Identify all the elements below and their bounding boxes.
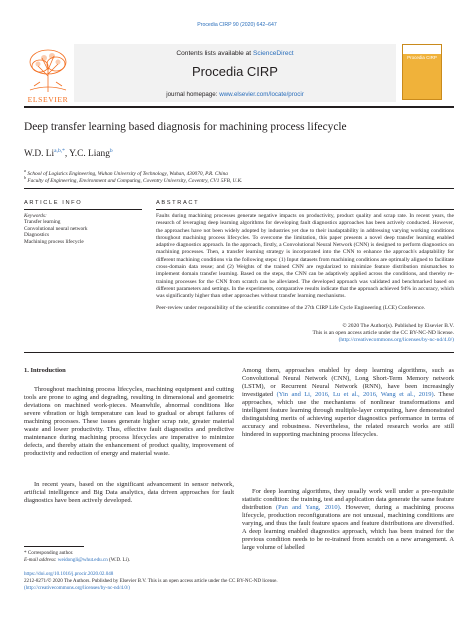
author-name: Y.C. Liang	[69, 149, 110, 160]
issn-license-line: 2212-8271/© 2020 The Authors. Published by Elsevier B.V. This is an open access article under the CC BY-NC-ND license.	[24, 578, 278, 584]
journal-homepage-link[interactable]: www.elsevier.com/locate/procir	[219, 91, 304, 98]
elsevier-wordmark: ELSEVIER	[27, 95, 69, 104]
intro-left-paragraph-2: In recent years, based on the significant advancement in sensor network, artificial intelligence and Big Data analytics, data driven approaches for fault diagnostics have been actively developed.	[24, 481, 234, 504]
abstract-paragraph: Faults during machining processes generate negative impacts on productivity, product quality and scrap rate. In recent years, the research of leveraging deep learning algorithms for developing fault diagnostics approaches has been actively conducted. However, the approaches have not been widely adopted by industries yet due to their inadaptability in addressing varying working conditions throughout machining process lifecycles. To overcome the limitation, this paper presents a novel deep transfer learning enabled adaptive diagnostics approach. In the approach, firstly, a Convolutional Neural Network (CNN) is designed to perform diagnostics on machining processes. Then, a transfer learning strategy is incorporated into the CNN to enhance the approach's adaptability for different machining conditions via the following steps: (1) Input datasets from machining conditions are optimally aligned to facilitate cross-domain data reuse; and (2) Weights of the trained CNN are regularized to minimize feature distribution mismatches to implement domain transfer learning. Based on the steps, the CNN can be adaptively applied across the conditions, and thereby re-training processes for the CNN from scratch can be alleviated. The developed approach was validated and benchmarked based on different parameters and settings. In the experiments, comparative results indicate that the approach achieved 94% in accuracy, which was significantly higher than other approaches without transfer learning mechanisms.	[156, 213, 454, 300]
copyright-line: © 2020 The Author(s). Published by Elsevier B.V.	[342, 323, 454, 329]
journal-homepage-line	[74, 91, 396, 98]
article-info-rule	[24, 209, 142, 210]
footer-license-link[interactable]: (http://creativecommons.org/licenses/by-nc-nd/4.0/)	[24, 585, 130, 591]
footer-license-url-line	[24, 585, 454, 591]
cover-top-strip	[403, 45, 441, 54]
sciencedirect-link[interactable]: ScienceDirect	[252, 50, 294, 57]
homepage-prefix: journal homepage:	[166, 91, 220, 98]
email-label: E-mail address:	[24, 557, 58, 563]
doi-link[interactable]: https://doi.org/10.1016/j.procir.2020.02.048	[24, 571, 114, 577]
abstract-end-rule	[24, 352, 454, 353]
article-title: Deep transfer learning based diagnosis for machining process lifecycle	[24, 121, 347, 133]
affiliation-a: $^a$ School of Logistics Engineering, Wuhan University of Technology, Wuhan, 430070, P.R. China	[24, 168, 228, 177]
contents-available-line	[74, 50, 396, 57]
journal-name: Procedia CIRP	[192, 64, 278, 79]
journal-citation-link[interactable]: Procedia CIRP 90 (2020) 642–647	[197, 22, 277, 28]
contents-prefix: Contents lists available at	[176, 50, 253, 57]
peer-review-statement: Peer-review under responsibility of the scientific committee of the 27th CIRP Life Cycle Engineering (LCE) Conference.	[156, 305, 426, 311]
title-block-rule	[24, 188, 454, 189]
affiliation-b: $^b$ Faculty of Engineering, Environment and Computing, Coventry University, Coventry, CV1 5FB, U.K.	[24, 175, 243, 184]
keyword: Convolutional neural network	[24, 225, 88, 232]
abstract-heading: ABSTRACT	[156, 200, 200, 206]
license-url-line	[156, 337, 454, 344]
citation-link[interactable]: (Pan and Yang, 2010)	[276, 503, 340, 511]
abstract-rule	[156, 209, 454, 210]
keyword: Machining process lifecycle	[24, 238, 84, 245]
section-heading-introduction: 1. Introduction	[24, 367, 66, 374]
corresponding-author-note: * Corresponding author.	[24, 550, 74, 556]
author-list: W.D. $Li^{a,b,*}$, Y.C. Liang$^b$	[24, 148, 113, 160]
email-footnote: E-mail address: weidongli@whut.edu.cn (W.D. Li).	[24, 557, 131, 563]
intro-right-paragraph-1: Among them, approaches enabled by deep learning algorithms, such as Convolutional Neural Network (CNN), Long Short-Term Memory network (LSTM), or Recurrent Neural Network (RNN), have been increasingly investigated (Yin and Li, 2016, Lu et al., 2016, Wang et al., 2019). These approaches, which use the mechanisms of nonlinear transformations and intelligent feature learning through multiple-layer computing, have demonstrated distinguishing merits of achieving superior diagnostics performance in terms of accuracy and robustness. Nevertheless, the related research works are still hindered in supporting machining process lifecycles.	[242, 367, 455, 438]
doi-line	[24, 571, 454, 577]
keyword: Diagnostics	[24, 232, 50, 239]
header-rule	[24, 106, 454, 108]
keywords-label: Keywords:	[24, 213, 47, 219]
intro-right-paragraph-2: For deep learning algorithms, they usually work well under a pre-requisite statistic condition: the training, test and application data generate the same feature distribution (Pan and Yang, 2010). However, during a machining process lifecycle, production reconfigurations are not unusual, machining conditions are varying, and thus the fault feature spaces and feature distributions are diversified. A deep learning enabled diagnostics approach, which has been trained for the previous condition needs to be re-trained from scratch on a new arrangement. A large volume of labelled	[242, 488, 454, 551]
author-affiliation-marks[interactable]: a,b,*	[54, 148, 65, 154]
article-info-heading: ARTICLE INFO	[24, 200, 83, 206]
intro-left-paragraph-1: Throughout machining process lifecycles, machining equipment and cutting tools are prone to aging and degrading, resulting in dimensional and geometric deviations on machined work-pieces. Meanwhile, abnormal conditions like severe vibration or high temperature can lead to gradual or abrupt failures of machining processes. These issues generate higher scrap rate, greater material waste and lower productivity. Thus, effective fault diagnostics and predictive maintenance during machining process lifecycles are imperative to minimize defects, and thereby attain the enhancement of product quality, improvement of productivity and reduction of energy and material waste.	[24, 386, 234, 457]
email-link[interactable]: weidongli@whut.edu.cn	[57, 557, 108, 563]
author-name: W.D. Li	[24, 149, 55, 160]
license-link[interactable]: (http://creativecommons.org/licenses/by-nc-nd/4.0/)	[338, 337, 454, 343]
citation-link[interactable]: (Yin and Li, 2016, Lu et al., 2016, Wang et al., 2019)	[276, 390, 434, 398]
keyword: Transfer learning	[24, 219, 61, 225]
license-line: This is an open access article under the CC BY-NC-ND license.	[312, 330, 454, 336]
footnote-rule	[24, 546, 84, 547]
cover-title: Procedia CIRP	[407, 55, 437, 60]
keywords-block	[24, 213, 142, 245]
author-affiliation-marks[interactable]: b	[109, 148, 113, 154]
